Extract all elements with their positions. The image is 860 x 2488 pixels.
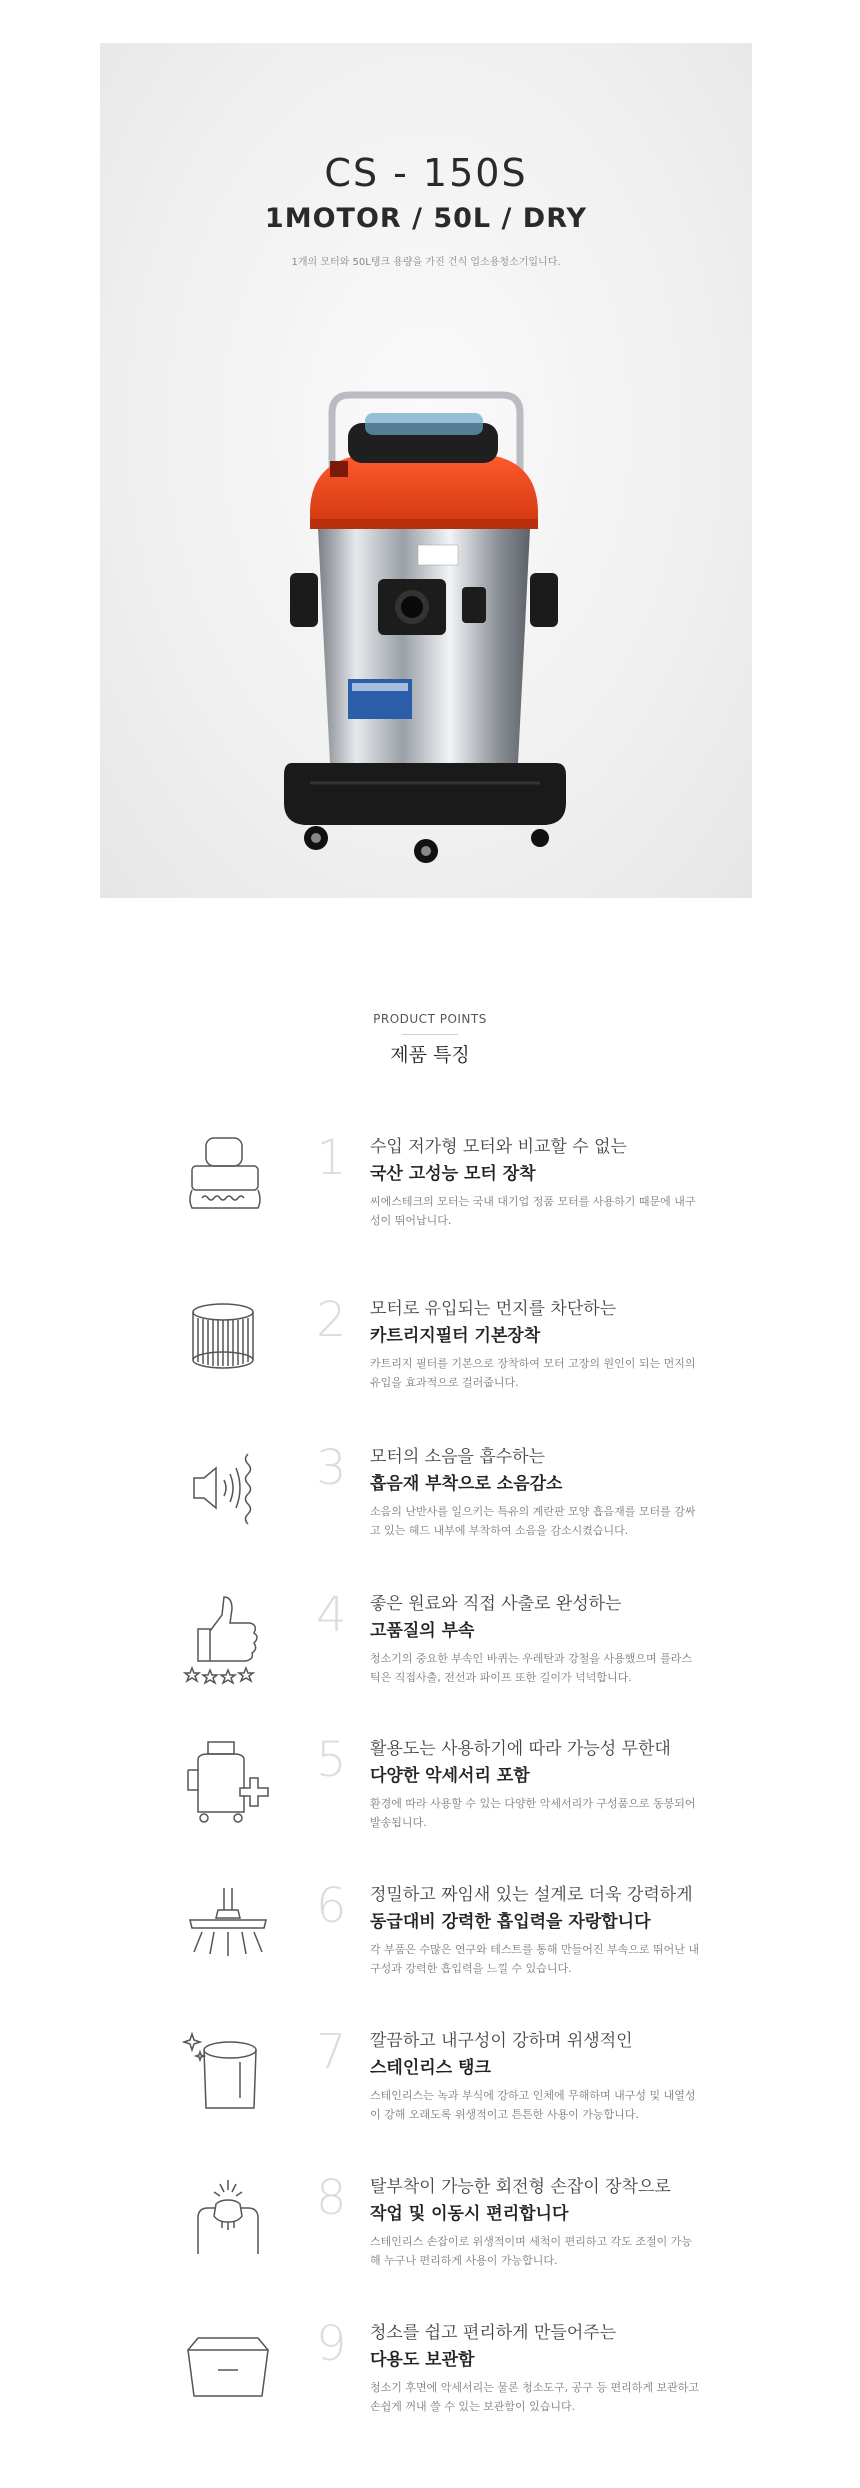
feature-headline: 깔끔하고 내구성이 강하며 위생적인 — [370, 2031, 633, 2051]
motor-icon — [178, 1128, 278, 1228]
feature-item — [0, 2022, 860, 2162]
feature-number: 4 — [316, 1587, 347, 1643]
feature-number: 6 — [316, 1878, 347, 1934]
feature-number: 3 — [316, 1440, 347, 1496]
feature-title: 고품질의 부속 — [370, 1621, 475, 1641]
vacuum-cleaner-image — [270, 343, 580, 883]
accessory-icon — [178, 1730, 278, 1830]
feature-description: 각 부품은 수많은 연구와 테스트를 통해 만들어진 부속으로 뛰어난 내구성과 강력한 흡입력을 느낄 수 있습니다. — [370, 1943, 699, 1975]
feature-number: 5 — [316, 1732, 347, 1788]
storage-box-icon — [178, 2314, 278, 2414]
thumbs-up-icon — [178, 1585, 278, 1685]
feature-item — [0, 2168, 860, 2308]
feature-item — [0, 1876, 860, 2016]
feature-description: 카트리지 필터를 기본으로 장착하여 모터 고장의 원인이 되는 먼지의 유입을 효과적으로 걸러줍니다. — [370, 1357, 696, 1389]
section-title: 제품 특징 — [390, 1044, 470, 1066]
feature-item — [0, 1438, 860, 1578]
feature-description: 씨에스테크의 모터는 국내 대기업 정품 모터를 사용하기 때문에 내구성이 뛰어납니다. — [370, 1195, 696, 1227]
feature-title: 국산 고성능 모터 장착 — [370, 1164, 536, 1184]
section-divider — [402, 1034, 458, 1035]
feature-description: 환경에 따라 사용할 수 있는 다양한 악세서리가 구성품으로 동봉되어 발송됩니다. — [370, 1797, 696, 1829]
suction-nozzle-icon — [178, 1876, 278, 1976]
feature-headline: 정밀하고 짜임새 있는 설계로 더욱 강력하게 — [370, 1885, 693, 1905]
stainless-tank-icon — [178, 2022, 278, 2122]
product-hero — [100, 43, 752, 898]
feature-headline: 청소를 쉽고 편리하게 만들어주는 — [370, 2323, 617, 2343]
feature-number: 1 — [316, 1130, 347, 1186]
product-description: 1개의 모터와 50L탱크 용량을 가진 건식 업소용청소기입니다. — [291, 257, 561, 268]
product-spec: 1MOTOR / 50L / DRY — [264, 203, 588, 234]
feature-headline: 좋은 원료와 직접 사출로 완성하는 — [370, 1594, 622, 1614]
feature-number: 2 — [316, 1292, 347, 1348]
feature-headline: 모터로 유입되는 먼지를 차단하는 — [370, 1299, 617, 1319]
feature-description: 스테인리스는 녹과 부식에 강하고 인체에 무해하며 내구성 및 내열성이 강해 오래도록 위생적이고 튼튼한 사용이 가능합니다. — [370, 2089, 696, 2121]
feature-headline: 수입 저가형 모터와 비교할 수 없는 — [370, 1137, 627, 1157]
feature-description: 스테인리스 손잡이로 위생적이며 세척이 편리하고 각도 조절이 가능해 누구나 편리하게 사용이 가능합니다. — [370, 2235, 693, 2267]
section-label-en: PRODUCT POINTS — [373, 1012, 487, 1026]
rotating-handle-icon — [178, 2168, 278, 2268]
sound-absorb-icon — [178, 1438, 278, 1538]
feature-item — [0, 1290, 860, 1430]
feature-number: 8 — [316, 2170, 347, 2226]
feature-title: 카트리지필터 기본장착 — [370, 1326, 541, 1346]
feature-number: 9 — [316, 2316, 347, 2372]
feature-title: 다양한 악세서리 포함 — [370, 1766, 530, 1786]
feature-item — [0, 1585, 860, 1725]
feature-description: 청소기 후면에 악세서리는 물론 청소도구, 공구 등 편리하게 보관하고 손쉽게 꺼내 쓸 수 있는 보관함이 있습니다. — [370, 2381, 699, 2413]
feature-description: 소음의 난반사를 일으키는 특유의 계란판 모양 흡음재를 모터를 감싸고 있는 헤드 내부에 부착하여 소음을 감소시켰습니다. — [370, 1505, 696, 1537]
feature-description: 청소기의 중요한 부속인 바퀴는 우레탄과 강철을 사용했으며 플라스틱은 직접사출, 전선과 파이프 또한 길이가 넉넉합니다. — [370, 1652, 693, 1684]
feature-title: 작업 및 이동시 편리합니다 — [370, 2204, 569, 2224]
feature-number: 7 — [316, 2024, 347, 2080]
cartridge-filter-icon — [178, 1290, 278, 1390]
feature-item — [0, 2314, 860, 2454]
feature-title: 흡음재 부착으로 소음감소 — [370, 1474, 563, 1494]
feature-title: 스테인리스 탱크 — [370, 2058, 491, 2078]
feature-item — [0, 1128, 860, 1268]
feature-headline: 탈부착이 가능한 회전형 손잡이 장착으로 — [370, 2177, 671, 2197]
feature-headline: 활용도는 사용하기에 따라 가능성 무한대 — [370, 1739, 671, 1759]
feature-headline: 모터의 소음을 흡수하는 — [370, 1447, 546, 1467]
product-model: CS - 150S — [324, 151, 528, 195]
feature-title: 동급대비 강력한 흡입력을 자랑합니다 — [370, 1912, 651, 1932]
feature-title: 다용도 보관함 — [370, 2350, 475, 2370]
feature-item — [0, 1730, 860, 1870]
